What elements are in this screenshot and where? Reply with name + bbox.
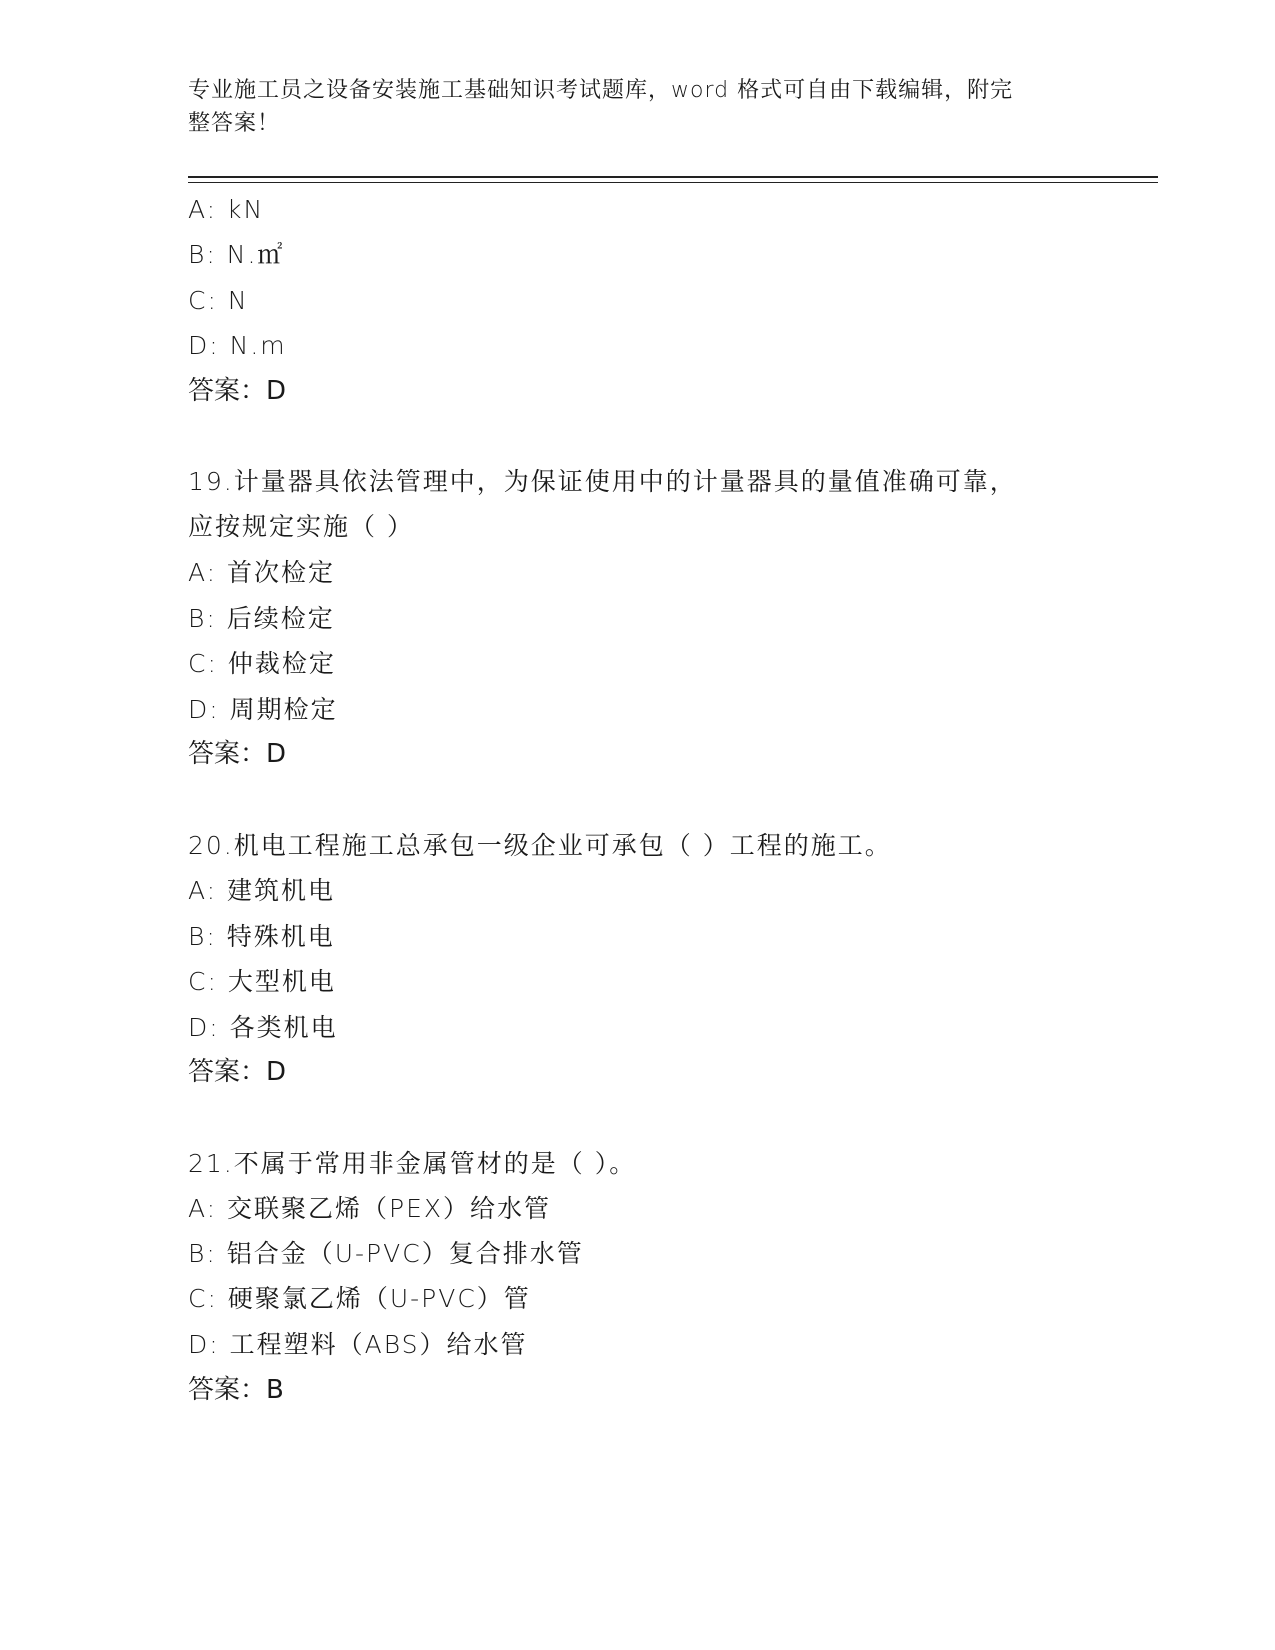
q19-option-a: A: 首次检定 (188, 558, 336, 587)
q21-option-b: B: 铝合金（U-PVC）复合排水管 (188, 1239, 584, 1268)
q21-option-c: C: 硬聚氯乙烯（U-PVC）管 (188, 1284, 531, 1313)
q19-option-b: B: 后续检定 (188, 604, 335, 633)
q18-answer: 答案：D (188, 376, 287, 406)
q21-option-d: D: 工程塑料（ABS）给水管 (188, 1330, 528, 1359)
q20-option-d: D: 各类机电 (188, 1013, 338, 1042)
q20-option-b: B: 特殊机电 (188, 922, 335, 951)
q18-option-b: B: N.㎡ (188, 240, 285, 269)
header-rule-thin (188, 182, 1158, 183)
header-line-1: 专业施工员之设备安装施工基础知识考试题库，word 格式可自由下载编辑，附完 (188, 78, 1014, 103)
q18-option-c: C: N (188, 286, 249, 315)
q19-stem-line-2: 应按规定实施（ ） (188, 512, 414, 541)
q21-option-a: A: 交联聚乙烯（PEX）给水管 (188, 1194, 552, 1223)
q21-stem-line-1: 21.不属于常用非金属管材的是（ ）。 (188, 1149, 637, 1178)
q18-option-a: A: kN (188, 195, 265, 224)
q20-option-c: C: 大型机电 (188, 967, 336, 996)
q20-answer: 答案：D (188, 1057, 287, 1087)
document-header (188, 74, 1088, 140)
header-rule-thick (188, 176, 1158, 178)
q20-stem-line-1: 20.机电工程施工总承包一级企业可承包（ ）工程的施工。 (188, 831, 892, 860)
q19-answer: 答案：D (188, 739, 287, 769)
q20-option-a: A: 建筑机电 (188, 876, 336, 905)
q21-answer: 答案：B (188, 1375, 284, 1405)
q19-option-d: D: 周期检定 (188, 695, 338, 724)
q18-option-d: D: N.m (188, 331, 287, 360)
header-line-2: 整答案！ (188, 111, 281, 136)
q19-stem-line-1: 19.计量器具依法管理中，为保证使用中的计量器具的量值准确可靠， (188, 467, 1017, 496)
q19-option-c: C: 仲裁检定 (188, 649, 336, 678)
